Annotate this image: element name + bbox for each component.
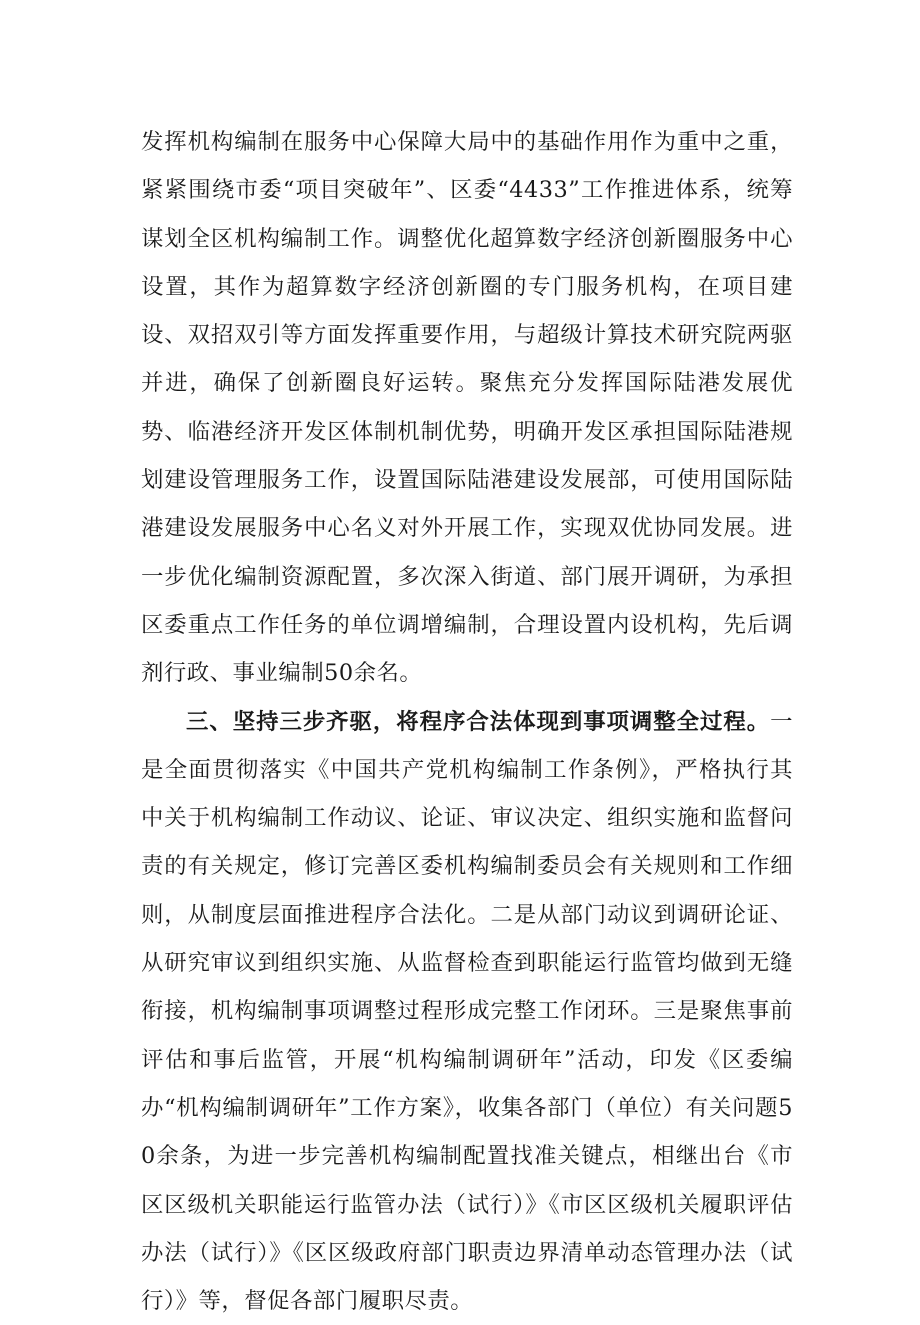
section-three-paragraph	[141, 698, 793, 1325]
document-body	[141, 118, 793, 1325]
paragraph-continuation: 发挥机构编制在服务中心保障大局中的基础作用作为重中之重，紧紧围绕市委“项目突破年”、区委“4433”工作推进体系，统筹谋划全区机构编制工作。调整优化超算数字经济创新圈服务中心设置，其作为超算数字经济创新圈的专门服务机构，在项目建设、双招双引等方面发挥重要作用，与超级计算技术研究院两驱并进，确保了创新圈良好运转。聚焦充分发挥国际陆港发展优势、临港经济开发区体制机制优势，明确开发区承担国际陆港规划建设管理服务工作，设置国际陆港建设发展部，可使用国际陆港建设发展服务中心名义对外开展工作，实现双优协同发展。进一步优化编制资源配置，多次深入街道、部门展开调研，为承担区委重点工作任务的单位调增编制，合理设置内设机构，先后调剂行政、事业编制50余名。	[141, 129, 793, 687]
section-three-body: 一是全面贯彻落实《中国共产党机构编制工作条例》，严格执行其中关于机构编制工作动议、论证、审议决定、组织实施和监督问责的有关规定，修订完善区委机构编制委员会有关规则和工作细则，从制度层面推进程序合法化。二是从部门动议到调研论证、从研究审议到组织实施、从监督检查到职能运行监管均做到无缝衔接，机构编制事项调整过程形成完整工作闭环。三是聚焦事前评估和事后监管，开展“机构编制调研年”活动，印发《区委编办“机构编制调研年”工作方案》，收集各部门（单位）有关问题50余条，为进一步完善机构编制配置找准关键点，相继出台《市区区级机关职能运行监管办法（试行）》《市区区级机关履职评估办法（试行）》《区区级政府部门职责边界清单动态管理办法（试行）》等，督促各部门履职尽责。	[141, 708, 793, 1315]
section-three-heading: 三、坚持三步齐驱，将程序合法体现到事项调整全过程。	[186, 708, 771, 735]
